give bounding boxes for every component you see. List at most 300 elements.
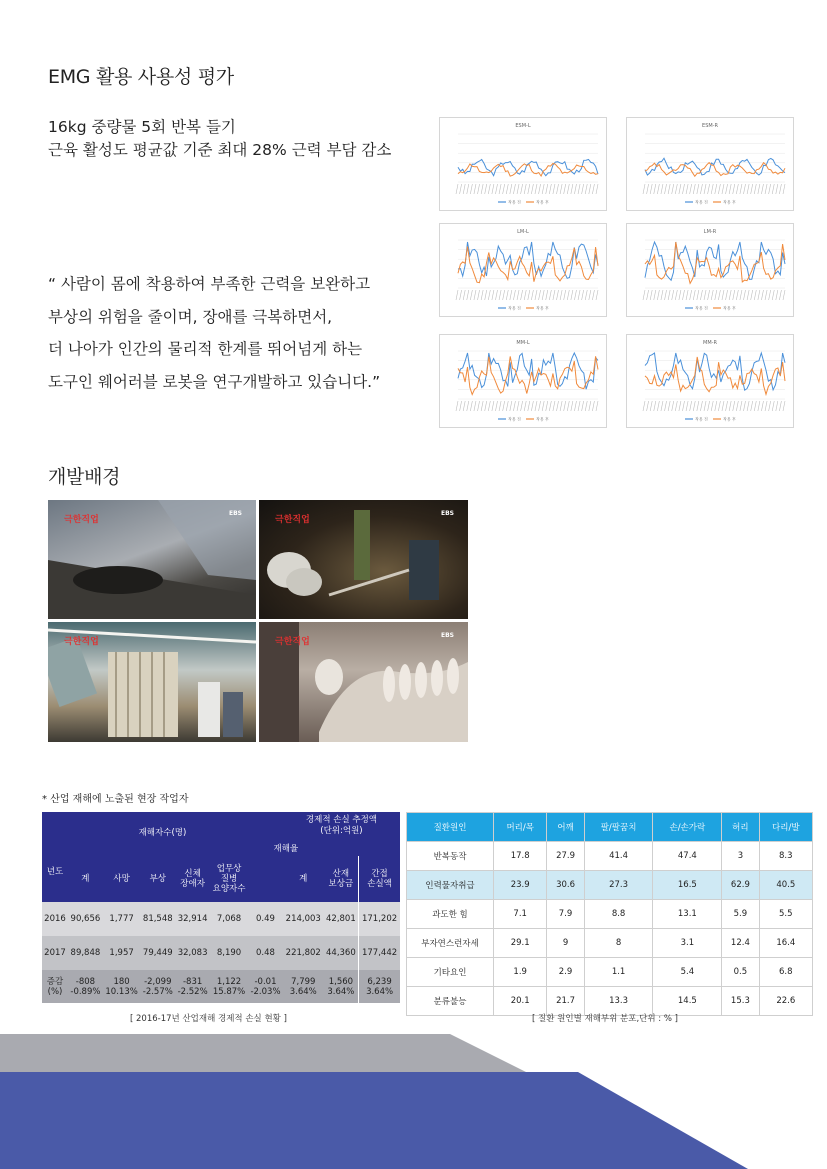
x-tick-label bbox=[553, 184, 555, 194]
table-row bbox=[407, 929, 813, 958]
cell: 89,848 bbox=[70, 948, 101, 958]
x-tick-label bbox=[513, 290, 515, 300]
x-tick-label bbox=[761, 401, 763, 411]
x-tick-label bbox=[744, 401, 746, 411]
table-row bbox=[42, 902, 400, 936]
emg-chart bbox=[626, 334, 794, 428]
x-tick-label bbox=[776, 401, 778, 411]
x-tick-label bbox=[492, 290, 494, 300]
x-tick-label bbox=[517, 401, 519, 411]
emg-line-2: 근육 활성도 평균값 기준 최대 28% 근력 부담 감소 bbox=[48, 141, 392, 159]
table-row bbox=[407, 958, 813, 987]
footer-blue-band bbox=[0, 1072, 748, 1169]
x-tick-label bbox=[733, 401, 735, 411]
col-header: 팔/팔꿈치 bbox=[584, 813, 653, 842]
photo-watermark: EBS bbox=[441, 632, 454, 639]
legend-label-after: 착용 후 bbox=[536, 199, 549, 205]
x-tick-label bbox=[481, 401, 483, 411]
col-header: 질환원인 bbox=[407, 813, 494, 842]
series-line-after bbox=[458, 356, 598, 394]
x-tick-label bbox=[567, 290, 569, 300]
x-tick-label bbox=[668, 290, 670, 300]
x-tick-label bbox=[715, 290, 717, 300]
x-tick-label bbox=[467, 290, 469, 300]
x-tick-label bbox=[470, 401, 472, 411]
x-tick-label bbox=[546, 290, 548, 300]
x-tick-label bbox=[704, 290, 706, 300]
cell: 42,801 bbox=[326, 914, 356, 924]
x-tick-label bbox=[585, 184, 587, 194]
x-tick-label bbox=[765, 290, 767, 300]
x-tick-label bbox=[592, 290, 594, 300]
cell: 6,239 3.64% bbox=[359, 970, 400, 1003]
cell: 44,360 bbox=[326, 948, 356, 958]
x-tick-label bbox=[474, 184, 476, 194]
x-tick-label bbox=[779, 184, 781, 194]
legend-label-after: 착용 후 bbox=[536, 305, 549, 311]
x-tick-label bbox=[542, 401, 544, 411]
x-tick-label bbox=[772, 290, 774, 300]
cell: 7,068 bbox=[216, 914, 242, 924]
x-tick-label bbox=[542, 290, 544, 300]
legend-label-before: 착용 전 bbox=[508, 199, 521, 205]
section-title-background: 개발배경 bbox=[48, 466, 121, 488]
photo-watermark: EBS bbox=[229, 510, 242, 517]
cell: 0.49 bbox=[256, 914, 275, 924]
x-tick-label bbox=[596, 184, 598, 194]
x-tick-label bbox=[528, 184, 530, 194]
x-tick-label bbox=[733, 184, 735, 194]
photo-tag: 극한직업 bbox=[64, 515, 99, 525]
table-row bbox=[407, 900, 813, 929]
x-tick-label bbox=[499, 401, 501, 411]
x-tick-label bbox=[517, 290, 519, 300]
col-header: 어깨 bbox=[547, 813, 584, 842]
x-tick-label bbox=[531, 401, 533, 411]
x-tick-label bbox=[672, 184, 674, 194]
row-label: 인력물자취급 bbox=[407, 871, 494, 900]
cell: 180 10.13% bbox=[105, 976, 138, 997]
x-tick-label bbox=[460, 401, 462, 411]
x-tick-label bbox=[463, 290, 465, 300]
emg-chart-svg bbox=[440, 118, 606, 210]
emg-chart bbox=[439, 334, 607, 428]
emg-chart bbox=[439, 117, 607, 211]
x-tick-label bbox=[539, 184, 541, 194]
x-tick-label bbox=[560, 401, 562, 411]
x-tick-label bbox=[567, 401, 569, 411]
x-tick-label bbox=[708, 184, 710, 194]
chart-title: MM-L bbox=[516, 340, 530, 346]
header-year: 년도 bbox=[42, 840, 68, 902]
x-tick-label bbox=[456, 290, 458, 300]
emg-chart-svg bbox=[627, 118, 793, 210]
x-tick-label bbox=[761, 290, 763, 300]
cell: 30.6 bbox=[547, 871, 584, 900]
x-tick-label bbox=[557, 290, 559, 300]
legend-label-after: 착용 후 bbox=[723, 305, 736, 311]
x-tick-label bbox=[765, 401, 767, 411]
header-spacer bbox=[324, 840, 400, 856]
emg-chart-svg bbox=[440, 335, 606, 427]
series-line-after bbox=[645, 163, 785, 177]
row-label: 반복동작 bbox=[407, 842, 494, 871]
cell: 16.4 bbox=[759, 929, 812, 958]
cell: 27.3 bbox=[584, 871, 653, 900]
x-tick-label bbox=[754, 401, 756, 411]
cell: 47.4 bbox=[653, 842, 722, 871]
x-tick-label bbox=[751, 401, 753, 411]
table-row bbox=[42, 970, 400, 1003]
quote-line-1: “ 사람이 몸에 착용하여 부족한 근력을 보완하고 bbox=[48, 275, 371, 293]
x-tick-label bbox=[643, 401, 645, 411]
header-loss-unit: (단위:억원) bbox=[320, 826, 363, 836]
cell: 15.3 bbox=[722, 987, 759, 1016]
x-tick-label bbox=[571, 184, 573, 194]
x-tick-label bbox=[690, 184, 692, 194]
cell: 22.6 bbox=[759, 987, 812, 1016]
x-tick-label bbox=[524, 401, 526, 411]
row-label: 부자연스런자세 bbox=[407, 929, 494, 958]
x-tick-label bbox=[726, 290, 728, 300]
x-tick-label bbox=[718, 401, 720, 411]
x-tick-label bbox=[665, 184, 667, 194]
x-tick-label bbox=[481, 290, 483, 300]
x-tick-label bbox=[751, 290, 753, 300]
row-label: 과도한 힘 bbox=[407, 900, 494, 929]
x-tick-label bbox=[657, 290, 659, 300]
x-tick-label bbox=[650, 290, 652, 300]
x-tick-label bbox=[722, 290, 724, 300]
x-tick-label bbox=[557, 401, 559, 411]
x-tick-label bbox=[693, 184, 695, 194]
col-header: 다리/발 bbox=[759, 813, 812, 842]
quote-line-2: 부상의 위험을 줄이며, 장애를 극복하면서, bbox=[48, 307, 333, 326]
x-tick-label bbox=[456, 184, 458, 194]
x-tick-label bbox=[675, 290, 677, 300]
x-tick-label bbox=[467, 184, 469, 194]
cell: 23.9 bbox=[494, 871, 547, 900]
table1-column-header-row bbox=[42, 856, 400, 902]
x-tick-label bbox=[456, 401, 458, 411]
cell: 0.5 bbox=[722, 958, 759, 987]
col-header: 사망 bbox=[103, 856, 141, 902]
x-tick-label bbox=[661, 401, 663, 411]
emg-chart-svg bbox=[627, 335, 793, 427]
x-tick-label bbox=[553, 401, 555, 411]
cell: 20.1 bbox=[494, 987, 547, 1016]
col-header: 계 bbox=[283, 856, 324, 902]
cell: 7.1 bbox=[494, 900, 547, 929]
x-tick-label bbox=[478, 290, 480, 300]
x-tick-label bbox=[772, 401, 774, 411]
x-tick-label bbox=[517, 184, 519, 194]
disease-cause-table bbox=[406, 812, 813, 1016]
x-tick-label bbox=[589, 184, 591, 194]
x-tick-label bbox=[495, 184, 497, 194]
x-tick-label bbox=[564, 184, 566, 194]
emg-chart bbox=[626, 223, 794, 317]
x-tick-label bbox=[643, 184, 645, 194]
col-header: 업무상 질병 요양자수 bbox=[210, 856, 248, 902]
x-tick-label bbox=[488, 184, 490, 194]
x-tick-label bbox=[470, 184, 472, 194]
x-tick-label bbox=[574, 401, 576, 411]
cell: 1.9 bbox=[494, 958, 547, 987]
row-label: 분류불능 bbox=[407, 987, 494, 1016]
x-tick-label bbox=[747, 184, 749, 194]
row-year: 2017 bbox=[44, 948, 66, 958]
x-tick-label bbox=[726, 184, 728, 194]
cell: 21.7 bbox=[547, 987, 584, 1016]
cell: 171,202 bbox=[359, 902, 400, 936]
cell: 8 bbox=[584, 929, 653, 958]
x-tick-label bbox=[729, 401, 731, 411]
x-tick-label bbox=[665, 401, 667, 411]
x-tick-label bbox=[492, 401, 494, 411]
col-header: 부상 bbox=[140, 856, 175, 902]
x-tick-label bbox=[492, 184, 494, 194]
x-tick-label bbox=[711, 184, 713, 194]
cell: 7,799 3.64% bbox=[289, 976, 317, 997]
x-tick-label bbox=[521, 401, 523, 411]
x-tick-label bbox=[521, 184, 523, 194]
table-row bbox=[407, 871, 813, 900]
x-tick-label bbox=[747, 401, 749, 411]
x-tick-label bbox=[772, 184, 774, 194]
legend-label-after: 착용 후 bbox=[723, 199, 736, 205]
x-tick-label bbox=[585, 290, 587, 300]
table-row bbox=[407, 842, 813, 871]
x-tick-label bbox=[672, 401, 674, 411]
x-tick-label bbox=[758, 184, 760, 194]
row-label: 기타요인 bbox=[407, 958, 494, 987]
header-economic-loss bbox=[283, 812, 400, 840]
cell: -831 -2.52% bbox=[177, 976, 208, 997]
col-header bbox=[248, 856, 283, 902]
legend-label-before: 착용 전 bbox=[508, 416, 521, 422]
x-tick-label bbox=[539, 290, 541, 300]
x-tick-label bbox=[539, 401, 541, 411]
x-tick-label bbox=[578, 290, 580, 300]
cell: 221,802 bbox=[285, 948, 321, 958]
x-tick-label bbox=[564, 290, 566, 300]
col-header: 허리 bbox=[722, 813, 759, 842]
x-tick-label bbox=[549, 184, 551, 194]
x-tick-label bbox=[697, 184, 699, 194]
cell: 1,777 bbox=[109, 914, 134, 924]
x-tick-label bbox=[499, 184, 501, 194]
x-tick-label bbox=[686, 290, 688, 300]
x-tick-label bbox=[495, 401, 497, 411]
x-tick-label bbox=[740, 184, 742, 194]
x-tick-label bbox=[700, 184, 702, 194]
emg-description bbox=[48, 116, 391, 162]
x-tick-label bbox=[474, 290, 476, 300]
x-tick-label bbox=[729, 290, 731, 300]
cell: 3 bbox=[722, 842, 759, 871]
cell: 3.1 bbox=[653, 929, 722, 958]
x-tick-label bbox=[535, 184, 537, 194]
cell: 90,656 bbox=[70, 914, 101, 924]
x-tick-label bbox=[740, 401, 742, 411]
x-tick-label bbox=[697, 401, 699, 411]
x-tick-label bbox=[776, 290, 778, 300]
x-tick-label bbox=[704, 401, 706, 411]
cell: 81,548 bbox=[142, 914, 173, 924]
x-tick-label bbox=[769, 184, 771, 194]
x-tick-label bbox=[592, 184, 594, 194]
x-tick-label bbox=[679, 184, 681, 194]
cell: 1,122 15.87% bbox=[212, 976, 246, 997]
x-tick-label bbox=[510, 401, 512, 411]
x-tick-label bbox=[521, 290, 523, 300]
x-tick-label bbox=[463, 184, 465, 194]
x-tick-label bbox=[564, 401, 566, 411]
x-tick-label bbox=[574, 184, 576, 194]
x-tick-label bbox=[495, 290, 497, 300]
series-line-before bbox=[645, 242, 785, 280]
chart-title: LM-R bbox=[703, 229, 717, 235]
photo-tag: 극한직업 bbox=[275, 515, 310, 525]
x-tick-label bbox=[726, 401, 728, 411]
cell: 8.3 bbox=[759, 842, 812, 871]
col-header: 간접 손실액 bbox=[359, 856, 400, 902]
cell: 29.1 bbox=[494, 929, 547, 958]
x-tick-label bbox=[650, 401, 652, 411]
section-title-emg: EMG 활용 사용성 평가 bbox=[48, 66, 234, 88]
x-tick-label bbox=[715, 184, 717, 194]
cell: 8,190 bbox=[216, 948, 242, 958]
x-tick-label bbox=[682, 401, 684, 411]
x-tick-label bbox=[582, 290, 584, 300]
x-tick-label bbox=[478, 401, 480, 411]
x-tick-label bbox=[582, 401, 584, 411]
x-tick-label bbox=[546, 184, 548, 194]
cell: 62.9 bbox=[722, 871, 759, 900]
x-tick-label bbox=[488, 290, 490, 300]
table2-caption: [ 질환 원인별 재해부위 분포,단위 : % ] bbox=[532, 1014, 678, 1024]
x-tick-label bbox=[578, 401, 580, 411]
quote-line-4: 도구인 웨어러블 로봇을 연구개발하고 있습니다.” bbox=[48, 372, 381, 391]
x-tick-label bbox=[589, 401, 591, 411]
x-tick-label bbox=[549, 401, 551, 411]
cell: 1.1 bbox=[584, 958, 653, 987]
cell: 27.9 bbox=[547, 842, 584, 871]
photo-tunnel-worker bbox=[259, 500, 468, 619]
x-tick-label bbox=[661, 184, 663, 194]
x-tick-label bbox=[668, 401, 670, 411]
vision-quote bbox=[48, 268, 380, 398]
photo-plant-cleaning bbox=[259, 622, 468, 742]
x-tick-label bbox=[722, 401, 724, 411]
emg-chart bbox=[626, 117, 794, 211]
x-tick-label bbox=[582, 184, 584, 194]
col-header: 머리/목 bbox=[494, 813, 547, 842]
x-tick-label bbox=[751, 184, 753, 194]
x-tick-label bbox=[524, 184, 526, 194]
x-tick-label bbox=[690, 401, 692, 411]
x-tick-label bbox=[510, 184, 512, 194]
table2-header-row bbox=[407, 813, 813, 842]
x-tick-label bbox=[722, 184, 724, 194]
x-tick-label bbox=[553, 290, 555, 300]
row-year: 2016 bbox=[44, 914, 66, 924]
x-tick-label bbox=[729, 184, 731, 194]
x-tick-label bbox=[542, 184, 544, 194]
cell: 41.4 bbox=[584, 842, 653, 871]
cell: 0.48 bbox=[256, 948, 275, 958]
x-tick-label bbox=[718, 184, 720, 194]
x-tick-label bbox=[585, 401, 587, 411]
x-tick-label bbox=[661, 290, 663, 300]
x-tick-label bbox=[744, 184, 746, 194]
x-tick-label bbox=[665, 290, 667, 300]
cell: 79,449 bbox=[142, 948, 173, 958]
table1-caption: [ 2016-17년 산업재해 경제적 손실 현황 ] bbox=[130, 1014, 287, 1024]
x-tick-label bbox=[506, 290, 508, 300]
header-spacer bbox=[68, 840, 248, 856]
x-tick-label bbox=[693, 290, 695, 300]
x-tick-label bbox=[697, 290, 699, 300]
cell: 5.9 bbox=[722, 900, 759, 929]
x-tick-label bbox=[643, 290, 645, 300]
x-tick-label bbox=[592, 401, 594, 411]
x-tick-label bbox=[783, 184, 785, 194]
x-tick-label bbox=[485, 290, 487, 300]
x-tick-label bbox=[779, 290, 781, 300]
x-tick-label bbox=[470, 290, 472, 300]
x-tick-label bbox=[460, 290, 462, 300]
cell: -2,099 -2.57% bbox=[142, 976, 173, 997]
header-loss-label: 경제적 손실 추정액 bbox=[305, 815, 377, 825]
cell: 7.9 bbox=[547, 900, 584, 929]
col-header: 산재 보상금 bbox=[324, 856, 359, 902]
cell: 9 bbox=[547, 929, 584, 958]
cell: 16.5 bbox=[653, 871, 722, 900]
x-tick-label bbox=[704, 184, 706, 194]
x-tick-label bbox=[736, 290, 738, 300]
cell: 1,957 bbox=[109, 948, 134, 958]
legend-label-before: 착용 전 bbox=[695, 305, 708, 311]
x-tick-label bbox=[535, 290, 537, 300]
cell: 17.8 bbox=[494, 842, 547, 871]
x-tick-label bbox=[535, 401, 537, 411]
cell: 13.3 bbox=[584, 987, 653, 1016]
x-tick-label bbox=[571, 290, 573, 300]
x-tick-label bbox=[708, 290, 710, 300]
cell: 2.9 bbox=[547, 958, 584, 987]
x-tick-label bbox=[769, 290, 771, 300]
x-tick-label bbox=[528, 290, 530, 300]
series-line-before bbox=[458, 159, 598, 175]
x-tick-label bbox=[560, 290, 562, 300]
x-tick-label bbox=[571, 401, 573, 411]
x-tick-label bbox=[460, 184, 462, 194]
cell: -808 -0.89% bbox=[70, 976, 101, 997]
cell: 32,083 bbox=[177, 948, 208, 958]
x-tick-label bbox=[700, 290, 702, 300]
x-tick-label bbox=[513, 401, 515, 411]
emg-line-1: 16kg 중량물 5회 반복 들기 bbox=[48, 118, 236, 136]
header-disaster-count: 재해자수(명) bbox=[42, 812, 283, 840]
x-tick-label bbox=[574, 290, 576, 300]
cell: 214,003 bbox=[285, 914, 321, 924]
photo-coal-chute bbox=[48, 500, 256, 619]
cell: 1,560 3.64% bbox=[327, 976, 355, 997]
x-tick-label bbox=[754, 290, 756, 300]
x-tick-label bbox=[560, 184, 562, 194]
